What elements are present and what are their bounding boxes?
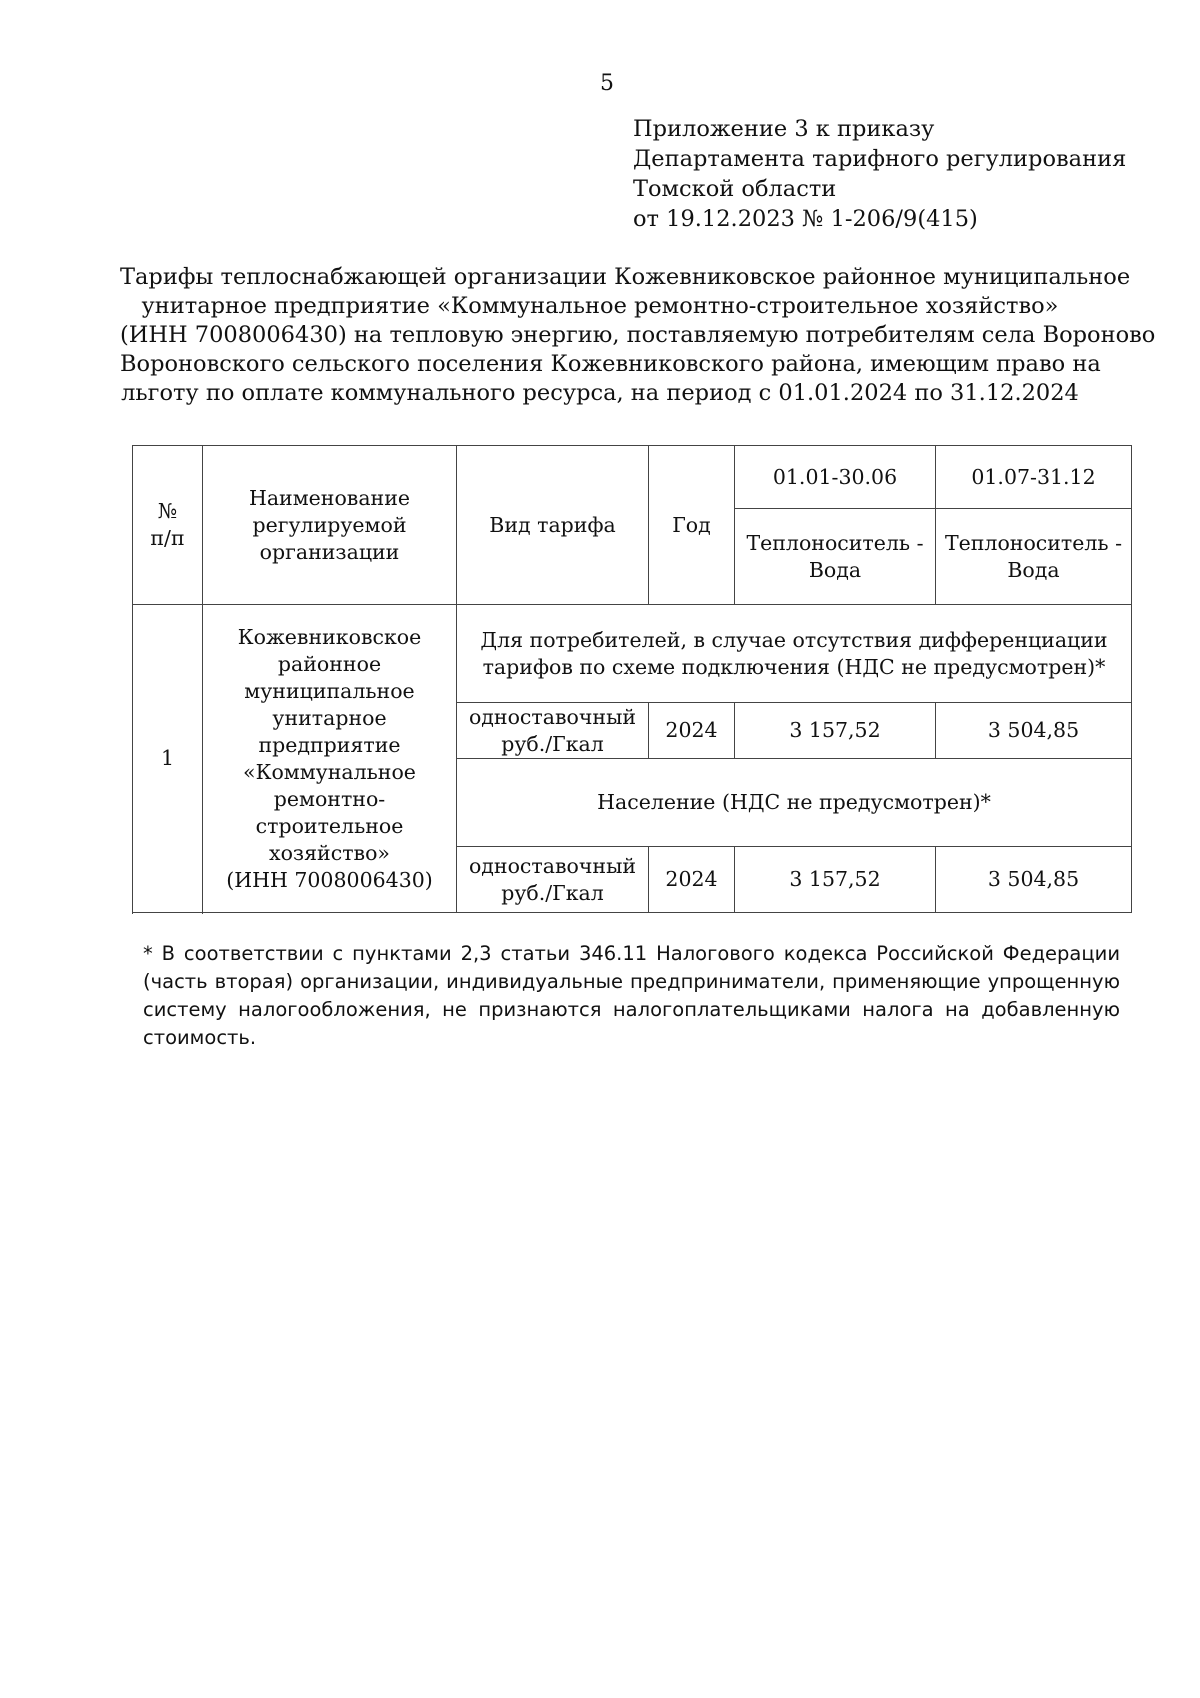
org-line: «Коммунальное (243, 759, 416, 784)
header-period-second-half: 01.07-31.12 (936, 446, 1132, 509)
appendix-line: Томской области (633, 176, 837, 202)
document-title (120, 263, 1156, 408)
section-heading-consumers: Для потребителей, в случае отсутствия дифференциации тарифов по схеме подключения (НДС не предусмотрен)* (457, 605, 1132, 703)
tariff-value-second-half: 3 504,85 (936, 847, 1132, 913)
tariff-value-first-half: 3 157,52 (735, 847, 936, 913)
title-line: (ИНН 7008006430) на тепловую энергию, поставляемую потребителям села Вороново (120, 322, 1156, 348)
org-line: (ИНН 7008006430) (226, 867, 433, 892)
org-line: Кожевниковское (237, 624, 422, 649)
page-number: 5 (600, 71, 614, 96)
header-carrier-first-half: Теплоноситель - Вода (735, 509, 936, 605)
year-cell: 2024 (649, 703, 735, 759)
tariff-type-cell: одноставочный руб./Гкал (457, 703, 649, 759)
org-line: муниципальное (244, 678, 415, 703)
row-org-name (203, 605, 457, 913)
header-org-name: Наименование регулируемой организации (203, 446, 457, 605)
tariff-value-second-half: 3 504,85 (936, 703, 1132, 759)
section-heading-population: Население (НДС не предусмотрен)* (457, 759, 1132, 847)
header-number-abbr: п/п (150, 526, 185, 550)
header-number (133, 446, 203, 605)
header-carrier-second-half: Теплоноситель - Вода (936, 509, 1132, 605)
tariff-table (132, 445, 1132, 913)
org-line: хозяйство» (269, 840, 390, 865)
appendix-line: Приложение 3 к приказу (633, 116, 935, 142)
org-line: унитарное (272, 705, 387, 730)
footnote: * В соответствии с пунктами 2,3 статьи 346.11 Налогового кодекса Российской Федерации (часть вторая) организации, индивидуальные предприниматели, применяющие упрощенную систему налогообложения, не признаются налогоплательщиками налога на добавленную стоимость. (143, 942, 1120, 1049)
org-line: ремонтно- (273, 786, 386, 811)
org-line: районное (277, 651, 382, 676)
org-line: предприятие (258, 732, 401, 757)
table-header-row (133, 446, 1132, 509)
title-line: Тарифы теплоснабжающей организации Кожевниковское районное муниципальное (120, 264, 1131, 290)
title-line: льготу по оплате коммунального ресурса, на период с 01.01.2024 по 31.12.2024 (121, 380, 1079, 406)
tariff-value-first-half: 3 157,52 (735, 703, 936, 759)
header-tariff-type: Вид тарифа (457, 446, 649, 605)
title-line: Вороновского сельского поселения Кожевниковского района, имеющим право на (120, 351, 1101, 377)
header-year: Год (649, 446, 735, 605)
org-line: строительное (255, 813, 404, 838)
row-number: 1 (133, 605, 203, 913)
table-row (133, 605, 1132, 703)
appendix-reference (633, 114, 1153, 234)
appendix-line: от 19.12.2023 № 1-206/9(415) (633, 206, 978, 232)
header-period-first-half: 01.01-30.06 (735, 446, 936, 509)
year-cell: 2024 (649, 847, 735, 913)
appendix-line: Департамента тарифного регулирования (633, 146, 1127, 172)
header-number-symbol: № (157, 499, 178, 523)
tariff-type-cell: одноставочный руб./Гкал (457, 847, 649, 913)
title-line: унитарное предприятие «Коммунальное ремонтно-строительное хозяйство» (141, 293, 1059, 319)
